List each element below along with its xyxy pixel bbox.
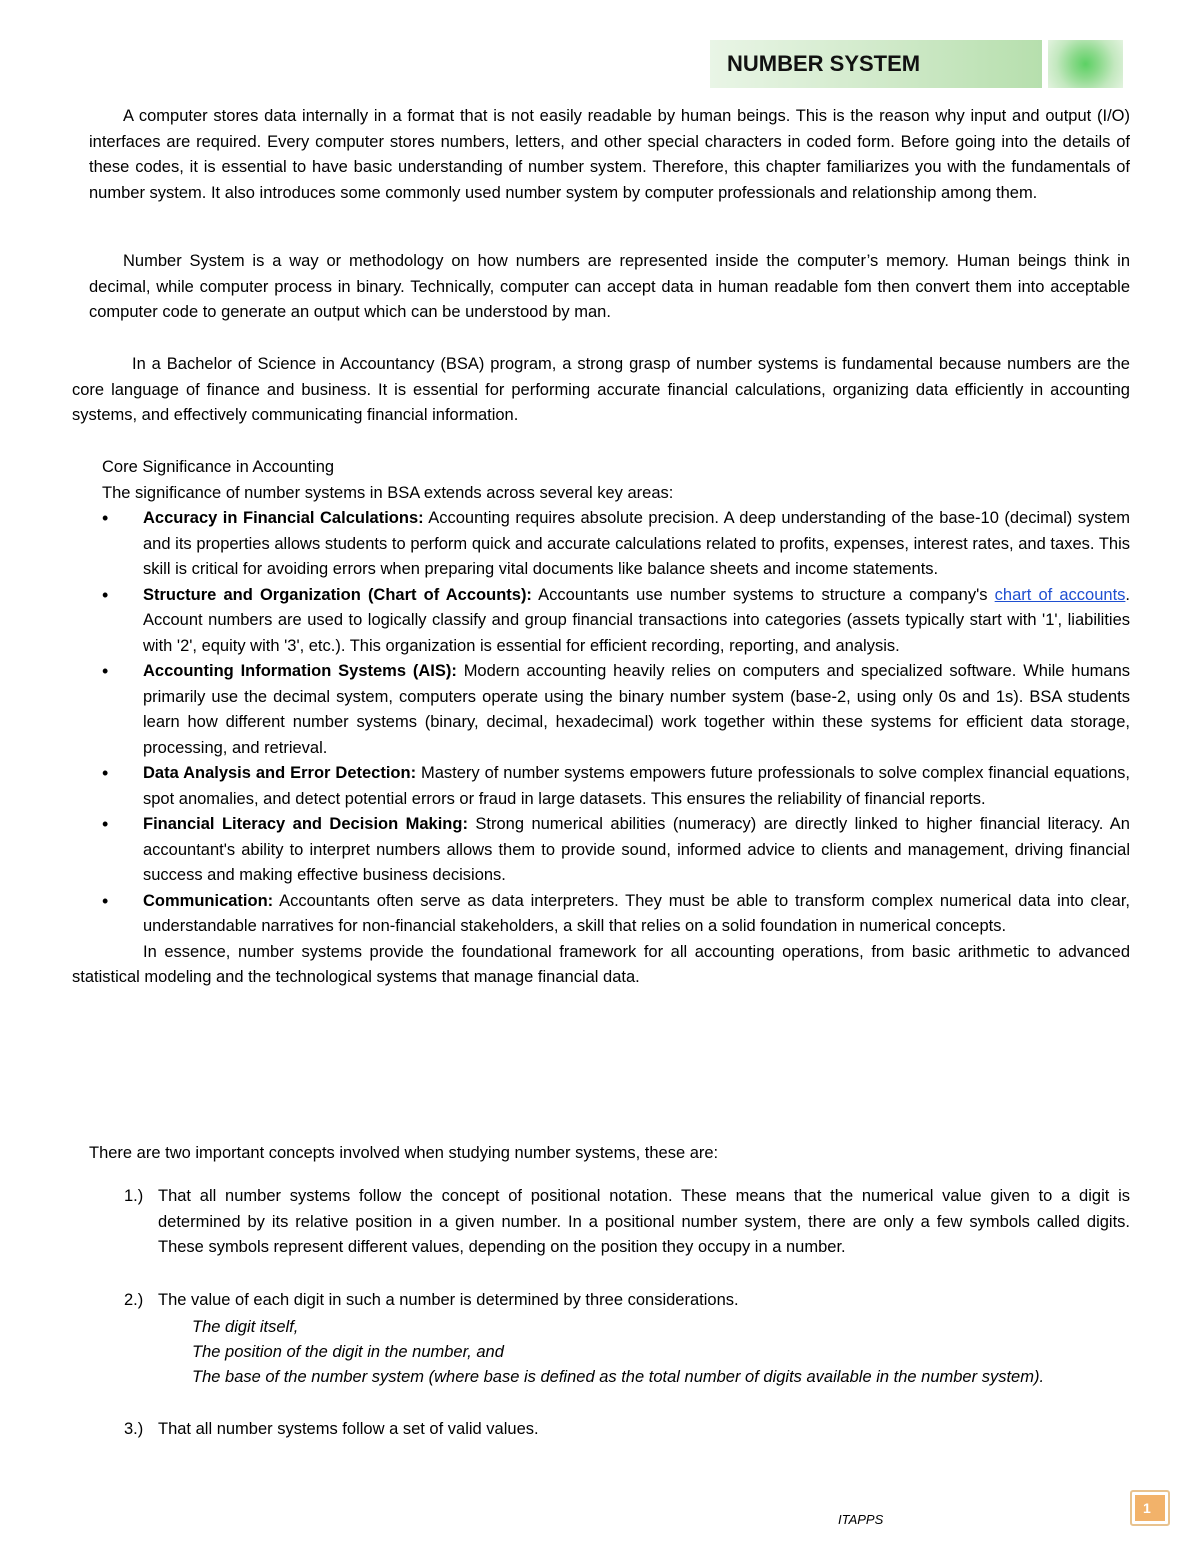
consideration-item: The base of the number system (where base is defined as the total number of digits available in the number system). <box>192 1368 1045 1386</box>
concept-number: 3.) <box>124 1420 144 1438</box>
essence-paragraph: In essence, number systems provide the foundational framework for all accounting operations, from basic arithmetic to advanced statistical modeling and the technological systems that manage financial data. <box>72 942 1130 986</box>
concept-item <box>72 1184 1130 1261</box>
intro-paragraph-2: Number System is a way or methodology on how numbers are represented inside the computer’s memory. Human beings think in decimal, while computer process in binary. Technically, computer can accept data in human readable fom then convert them into acceptable computer code to generate an output which can be understood by man. <box>89 252 1130 321</box>
concept-text: That all number systems follow the concept of positional notation. These means that the numerical value given to a digit is determined by its relative position in a given number. In a positional number system, there are only a few symbols called digits. These symbols represent different values, depending on the position they occupy in a number. <box>158 1187 1130 1256</box>
concept-item <box>72 1417 1130 1443</box>
concept-number: 2.) <box>124 1290 144 1309</box>
bullet-item <box>72 506 1130 583</box>
intro-paragraph-1: A computer stores data internally in a format that is not easily readable by human beings. This is the reason why input and output (I/O) interfaces are required. Every computer stores numbers, letters, and other special characters in coded form. Before going into the details of these codes, it is essential to have basic understanding of number system. Therefore, this chapter familiarizes you with the fundamentals of number system. It also introduces some commonly used number system by computer professionals and relationship among them. <box>89 107 1130 202</box>
core-section <box>72 455 1130 991</box>
bullet-text: Strong numerical abilities (numeracy) are directly linked to higher financial literacy. An accountant's ability to interpret numbers allows them to provide sound, informed advice to clients and management, driving financial success and making effective business decisions. <box>143 815 1130 884</box>
bullet-text: Mastery of number systems empowers future professionals to solve complex financial equations, spot anomalies, and detect potential errors or fraud in large datasets. This ensures the reliability of financial reports. <box>143 764 1130 808</box>
intro-paragraph-3: In a Bachelor of Science in Accountancy (BSA) program, a strong grasp of number systems is fundamental because numbers are the core language of finance and business. It is essential for performing accurate financial calculations, organizing data efficiently in accounting systems, and effectively communicating financial information. <box>72 355 1130 424</box>
bullet-title: Accuracy in Financial Calculations: <box>143 509 424 527</box>
footer-label: ITAPPS <box>838 1512 884 1527</box>
bullet-item <box>72 889 1130 940</box>
bullet-title: Structure and Organization (Chart of Accounts): <box>143 585 532 604</box>
bullet-item <box>72 659 1130 761</box>
bullet-title: Financial Literacy and Decision Making: <box>143 815 468 833</box>
concept-text: That all number systems follow a set of valid values. <box>158 1420 539 1438</box>
concepts-lead: There are two important concepts involved when studying number systems, these are: <box>89 1144 719 1162</box>
concept-item <box>72 1288 1130 1391</box>
bullet-title: Accounting Information Systems (AIS): <box>143 662 457 680</box>
bullet-text: Accountants use number systems to structure a company's <box>531 585 995 604</box>
core-lead: The significance of number systems in BSA extends across several key areas: <box>102 483 674 502</box>
bullet-text-continued: . Account numbers are used to logically classify and group financial transactions into categories (assets typically start with '1', liabilities with '2', equity with '3', etc.). This organization is essential for efficient recording, reporting, and analysis. <box>143 585 1130 655</box>
concept-text: The value of each digit in such a number is determined by three considerations. <box>158 1290 739 1309</box>
chart-of-accounts-link[interactable]: chart of accounts <box>994 585 1126 604</box>
header-decoration <box>1048 40 1123 88</box>
core-heading: Core Significance in Accounting <box>102 458 335 476</box>
consideration-list <box>192 1315 1130 1390</box>
bullet-text: Modern accounting heavily relies on computers and specialized software. While humans primarily use the decimal system, computers operate using the binary number system (base-2, using only 0s and 1s). BSA students learn how different number systems (binary, decimal, hexadecimal) work together within these systems for efficient data storage, processing, and retrieval. <box>143 662 1130 757</box>
bullet-item <box>72 812 1130 889</box>
consideration-item: The digit itself, <box>192 1318 299 1336</box>
core-bullet-list <box>72 506 1130 940</box>
bullet-item <box>72 583 1130 660</box>
bullet-title: Communication: <box>143 891 274 910</box>
page-number: 1 <box>1135 1495 1165 1521</box>
chapter-title: NUMBER SYSTEM <box>710 40 1042 88</box>
bullet-item <box>72 761 1130 812</box>
consideration-item: The position of the digit in the number, and <box>192 1343 504 1361</box>
page-number-badge <box>1130 1490 1170 1526</box>
bullet-text: Accountants often serve as data interpreters. They must be able to transform complex numerical data into clear, understandable narratives for non-financial stakeholders, a skill that relies on a solid foundation in numerical concepts. <box>143 891 1130 935</box>
bullet-title: Data Analysis and Error Detection: <box>143 764 417 782</box>
concepts-list <box>72 1184 1130 1443</box>
bullet-text: Accounting requires absolute precision. A deep understanding of the base-10 (decimal) system and its properties allows students to perform quick and accurate calculations related to profits, expenses, interest rates, and taxes. This skill is critical for avoiding errors when preparing vital documents like balance sheets and income statements. <box>143 509 1130 578</box>
concept-number: 1.) <box>124 1187 144 1205</box>
chapter-header <box>710 40 1123 88</box>
